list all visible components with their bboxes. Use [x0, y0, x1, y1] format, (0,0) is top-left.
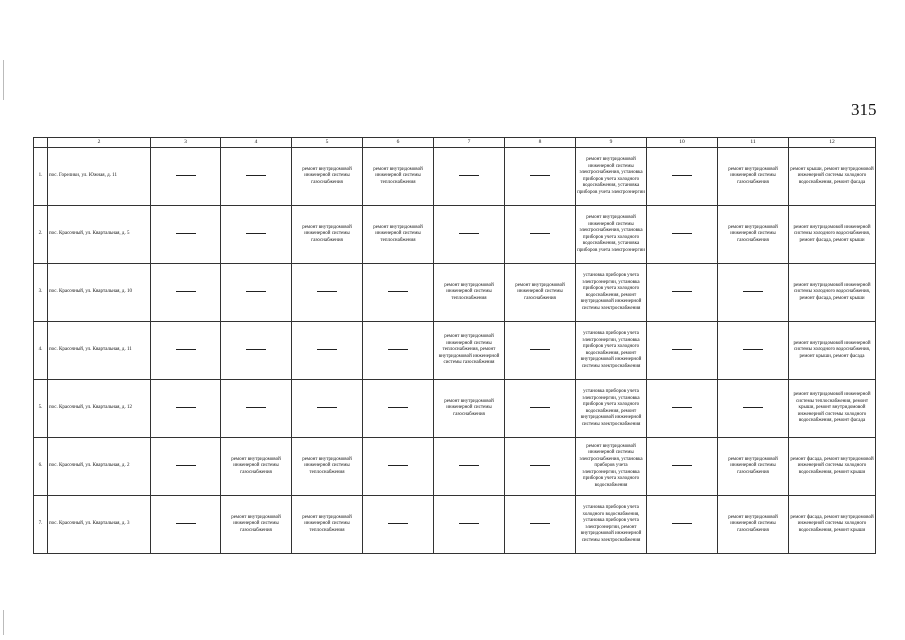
margin-line-top: [3, 60, 4, 100]
empty-cell: [292, 380, 363, 438]
header-cell: 7: [434, 138, 505, 148]
dash-mark: [317, 407, 337, 408]
row-number: 5.: [34, 380, 48, 438]
empty-cell: [292, 264, 363, 322]
table-row: [34, 206, 876, 264]
row-address: пос. Красочный, ул. Квартальная, д. 12: [48, 380, 151, 438]
dash-mark: [317, 349, 337, 350]
empty-cell: [505, 496, 576, 554]
table-row: [34, 148, 876, 206]
header-cell: 5: [292, 138, 363, 148]
table-row: [34, 264, 876, 322]
dash-mark: [246, 291, 266, 292]
work-cell: ремонт фасада, ремонт внутридомовой инженерной системы холодного водоснабжения, ремонт крыши: [789, 496, 876, 554]
header-cell: 6: [363, 138, 434, 148]
dash-mark: [672, 291, 692, 292]
empty-cell: [647, 380, 718, 438]
work-cell: ремонт внутридомовой инженерной системы газоснабжения: [718, 148, 789, 206]
row-address: пос. Горелики, ул. Южная, д. 11: [48, 148, 151, 206]
dash-mark: [246, 233, 266, 234]
dash-mark: [388, 465, 408, 466]
work-cell: ремонт внутридомовой инженерной системы холодного водоснабжения, ремонт фасада, ремонт крыши: [789, 206, 876, 264]
empty-cell: [505, 322, 576, 380]
work-cell: ремонт внутридомовой инженерной системы электроснабжения, установка приборов учета электроэнергии, установка приборов учета холодного водоснабжения: [576, 438, 647, 496]
work-cell: ремонт внутридомовой инженерной системы теплоснабжения, ремонт внутридомовой инженерной системы газоснабжения: [434, 322, 505, 380]
table-row: [34, 380, 876, 438]
dash-mark: [672, 349, 692, 350]
empty-cell: [363, 322, 434, 380]
row-number: 2.: [34, 206, 48, 264]
empty-cell: [718, 380, 789, 438]
dash-mark: [743, 407, 763, 408]
work-cell: ремонт внутридомовой инженерной системы газоснабжения: [718, 496, 789, 554]
dash-mark: [743, 349, 763, 350]
work-cell: ремонт внутридомовой инженерной системы теплоснабжения, ремонт крыши, ремонт внутридомовой инженерной системы холодного водоснабжения, ремонт фасада: [789, 380, 876, 438]
work-cell: ремонт внутридомовой инженерной системы электроснабжения, установка приборов учета холодного водоснабжения, установка приборов учета электроэнергии: [576, 148, 647, 206]
empty-cell: [434, 496, 505, 554]
empty-cell: [151, 438, 221, 496]
row-address: пос. Красочный, ул. Квартальная, д. 2: [48, 438, 151, 496]
dash-mark: [176, 175, 196, 176]
empty-cell: [647, 438, 718, 496]
work-cell: ремонт внутридомовой инженерной системы газоснабжения: [221, 438, 292, 496]
dash-mark: [672, 233, 692, 234]
work-cell: ремонт внутридомовой инженерной системы холодного водоснабжения, ремонт крыши, ремонт фасада: [789, 322, 876, 380]
table-row: [34, 438, 876, 496]
empty-cell: [151, 380, 221, 438]
dash-mark: [672, 523, 692, 524]
header-cell: 3: [151, 138, 221, 148]
dash-mark: [530, 233, 550, 234]
header-cell: 2: [48, 138, 151, 148]
row-number: 4.: [34, 322, 48, 380]
empty-cell: [363, 380, 434, 438]
empty-cell: [221, 148, 292, 206]
row-number: 6.: [34, 438, 48, 496]
dash-mark: [530, 349, 550, 350]
dash-mark: [388, 349, 408, 350]
empty-cell: [434, 206, 505, 264]
work-cell: ремонт внутридомовой инженерной системы газоснабжения: [292, 206, 363, 264]
works-table: [33, 137, 876, 554]
work-cell: ремонт внутридомовой инженерной системы газоснабжения: [292, 148, 363, 206]
dash-mark: [317, 291, 337, 292]
empty-cell: [221, 322, 292, 380]
dash-mark: [459, 233, 479, 234]
empty-cell: [151, 496, 221, 554]
page-number: 315: [851, 100, 877, 119]
empty-cell: [221, 264, 292, 322]
work-cell: ремонт внутридомовой инженерной системы электроснабжения, установка приборов учета холодного водоснабжения, установка приборов учета электроэнергии: [576, 206, 647, 264]
row-address: пос. Красочный, ул. Квартальная, д. 3: [48, 496, 151, 554]
empty-cell: [434, 438, 505, 496]
empty-cell: [647, 148, 718, 206]
header-cell: 4: [221, 138, 292, 148]
header-cell: 8: [505, 138, 576, 148]
empty-cell: [221, 206, 292, 264]
work-cell: установка приборов учета электроэнергии, установка приборов учета холодного водоснабжения, ремонт внутридомовой инженерной системы электроснабжения: [576, 380, 647, 438]
dash-mark: [246, 349, 266, 350]
empty-cell: [647, 322, 718, 380]
work-cell: ремонт внутридомовой инженерной системы газоснабжения: [718, 206, 789, 264]
dash-mark: [246, 175, 266, 176]
work-cell: установка приборов учета холодного водоснабжения, установка приборов учета электроэнергии, ремонт внутридомовой инженерной системы электроснабжения: [576, 496, 647, 554]
empty-cell: [647, 496, 718, 554]
work-cell: ремонт внутридомовой инженерной системы теплоснабжения: [363, 148, 434, 206]
dash-mark: [530, 407, 550, 408]
header-cell: [34, 138, 48, 148]
dash-mark: [672, 465, 692, 466]
row-address: пос. Красочный, ул. Квартальная, д. 10: [48, 264, 151, 322]
empty-cell: [505, 206, 576, 264]
header-cell: 11: [718, 138, 789, 148]
dash-mark: [246, 407, 266, 408]
empty-cell: [647, 206, 718, 264]
header-cell: 12: [789, 138, 876, 148]
work-cell: ремонт внутридомовой инженерной системы газоснабжения: [434, 380, 505, 438]
dash-mark: [176, 349, 196, 350]
work-cell: ремонт фасада, ремонт внутридомовой инженерной системы холодного водоснабжения, ремонт крыши: [789, 438, 876, 496]
row-number: 7.: [34, 496, 48, 554]
empty-cell: [505, 148, 576, 206]
work-cell: ремонт внутридомовой инженерной системы газоснабжения: [718, 438, 789, 496]
dash-mark: [530, 175, 550, 176]
empty-cell: [647, 264, 718, 322]
empty-cell: [434, 148, 505, 206]
dash-mark: [388, 291, 408, 292]
dash-mark: [388, 523, 408, 524]
dash-mark: [672, 175, 692, 176]
work-cell: ремонт внутридомовой инженерной системы холодного водоснабжения, ремонт фасада, ремонт крыши: [789, 264, 876, 322]
work-cell: ремонт крыши, ремонт внутридомовой инженерной системы холодного водоснабжения, ремонт фасада: [789, 148, 876, 206]
empty-cell: [718, 264, 789, 322]
empty-cell: [505, 438, 576, 496]
dash-mark: [530, 465, 550, 466]
empty-cell: [151, 264, 221, 322]
dash-mark: [743, 291, 763, 292]
work-cell: ремонт внутридомовой инженерной системы теплоснабжения: [434, 264, 505, 322]
header-cell: 9: [576, 138, 647, 148]
empty-cell: [292, 322, 363, 380]
row-address: пос. Красочный, ул. Квартальная, д. 5: [48, 206, 151, 264]
margin-line-bottom: [3, 610, 4, 635]
work-cell: ремонт внутридомовой инженерной системы газоснабжения: [221, 496, 292, 554]
dash-mark: [530, 523, 550, 524]
work-cell: установка приборов учета электроэнергии, установка приборов учета холодного водоснабжения, ремонт внутридомовой инженерной системы электроснабжения: [576, 264, 647, 322]
empty-cell: [151, 322, 221, 380]
dash-mark: [176, 233, 196, 234]
dash-mark: [176, 291, 196, 292]
dash-mark: [459, 465, 479, 466]
work-cell: ремонт внутридомовой инженерной системы теплоснабжения: [363, 206, 434, 264]
work-cell: ремонт внутридомовой инженерной системы теплоснабжения: [292, 438, 363, 496]
empty-cell: [505, 380, 576, 438]
table-header-row: [34, 138, 876, 148]
row-number: 1.: [34, 148, 48, 206]
dash-mark: [459, 523, 479, 524]
dash-mark: [176, 407, 196, 408]
dash-mark: [459, 175, 479, 176]
header-cell: 10: [647, 138, 718, 148]
row-number: 3.: [34, 264, 48, 322]
dash-mark: [388, 407, 408, 408]
dash-mark: [176, 523, 196, 524]
empty-cell: [363, 496, 434, 554]
table-row: [34, 322, 876, 380]
work-cell: ремонт внутридомовой инженерной системы теплоснабжения: [292, 496, 363, 554]
empty-cell: [221, 380, 292, 438]
empty-cell: [151, 206, 221, 264]
row-address: пос. Красочный, ул. Квартальная, д. 11: [48, 322, 151, 380]
empty-cell: [718, 322, 789, 380]
dash-mark: [672, 407, 692, 408]
empty-cell: [363, 438, 434, 496]
work-cell: установка приборов учета электроэнергии, установка приборов учета холодного водоснабжения, ремонт внутридомовой инженерной системы электроснабжения: [576, 322, 647, 380]
empty-cell: [151, 148, 221, 206]
empty-cell: [363, 264, 434, 322]
work-cell: ремонт внутридомовой инженерной системы газоснабжения: [505, 264, 576, 322]
dash-mark: [176, 465, 196, 466]
table-row: [34, 496, 876, 554]
